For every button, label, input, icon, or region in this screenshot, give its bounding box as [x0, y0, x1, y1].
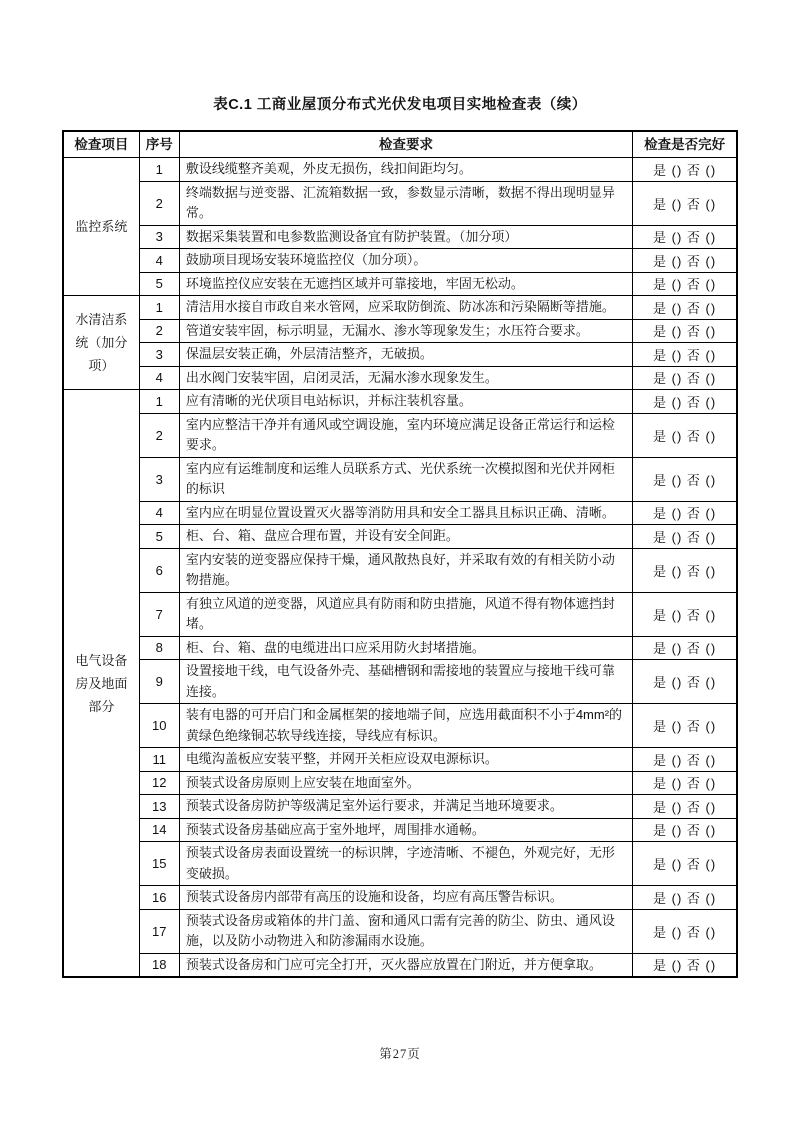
table-row [63, 525, 737, 549]
answer-cell: 是 () 否 () [633, 457, 737, 501]
row-number-cell: 16 [139, 886, 179, 910]
requirement-cell: 设置接地干线，电气设备外壳、基础槽钢和需接地的装置应与接地干线可靠连接。 [179, 660, 632, 704]
table-row [63, 795, 737, 819]
answer-cell: 是 () 否 () [633, 592, 737, 636]
requirement-cell: 环境监控仪应安装在无遮挡区域并可靠接地，牢固无松动。 [179, 272, 632, 296]
requirement-cell: 敷设线缆整齐美观，外皮无损伤，线扣间距均匀。 [179, 158, 632, 182]
requirement-cell: 室内应整洁干净并有通风或空调设施，室内环境应满足设备正常运行和运检要求。 [179, 413, 632, 457]
answer-cell: 是 () 否 () [633, 249, 737, 273]
row-number-cell: 17 [139, 909, 179, 953]
requirement-cell: 电缆沟盖板应安装平整，并网开关柜应设双电源标识。 [179, 748, 632, 772]
table-row [63, 501, 737, 525]
row-number-cell: 5 [139, 272, 179, 296]
requirement-cell: 预装式设备房或箱体的井门盖、窗和通风口需有完善的防尘、防虫、通风设施，以及防小动物进入和防渗漏雨水设施。 [179, 909, 632, 953]
table-row [63, 272, 737, 296]
header-check-status: 检查是否完好 [633, 131, 737, 158]
requirement-cell: 预装式设备房原则上应安装在地面室外。 [179, 771, 632, 795]
answer-cell: 是 () 否 () [633, 272, 737, 296]
row-number-cell: 7 [139, 592, 179, 636]
answer-cell: 是 () 否 () [633, 413, 737, 457]
requirement-cell: 预装式设备房基础应高于室外地坪，周围排水通畅。 [179, 818, 632, 842]
table-row [63, 660, 737, 704]
answer-cell: 是 () 否 () [633, 343, 737, 367]
row-number-cell: 11 [139, 748, 179, 772]
requirement-cell: 预装式设备房表面设置统一的标识牌，字迹清晰、不褪色，外观完好，无形变破损。 [179, 842, 632, 886]
row-number-cell: 2 [139, 413, 179, 457]
requirement-cell: 管道安装牢固，标示明显，无漏水、渗水等现象发生；水压符合要求。 [179, 319, 632, 343]
answer-cell: 是 () 否 () [633, 818, 737, 842]
requirement-cell: 出水阀门安装牢固，启闭灵活，无漏水渗水现象发生。 [179, 366, 632, 390]
answer-cell: 是 () 否 () [633, 501, 737, 525]
row-number-cell: 4 [139, 249, 179, 273]
header-requirement: 检查要求 [179, 131, 632, 158]
row-number-cell: 1 [139, 158, 179, 182]
requirement-cell: 预装式设备房防护等级满足室外运行要求，并满足当地环境要求。 [179, 795, 632, 819]
table-row [63, 296, 737, 320]
table-row [63, 953, 737, 977]
row-number-cell: 1 [139, 390, 179, 414]
answer-cell: 是 () 否 () [633, 842, 737, 886]
row-number-cell: 3 [139, 225, 179, 249]
answer-cell: 是 () 否 () [633, 390, 737, 414]
requirement-cell: 有独立风道的逆变器，风道应具有防雨和防虫措施，风道不得有物体遮挡封堵。 [179, 592, 632, 636]
answer-cell: 是 () 否 () [633, 636, 737, 660]
table-body [63, 158, 737, 978]
requirement-cell: 预装式设备房和门应可完全打开，灭火器应放置在门附近，并方便拿取。 [179, 953, 632, 977]
answer-cell: 是 () 否 () [633, 158, 737, 182]
answer-cell: 是 () 否 () [633, 704, 737, 748]
row-number-cell: 2 [139, 319, 179, 343]
section-label-cell: 水清洁系统（加分项） [63, 296, 139, 390]
answer-cell: 是 () 否 () [633, 319, 737, 343]
answer-cell: 是 () 否 () [633, 886, 737, 910]
requirement-cell: 柜、台、箱、盘的电缆进出口应采用防火封堵措施。 [179, 636, 632, 660]
table-row [63, 413, 737, 457]
row-number-cell: 5 [139, 525, 179, 549]
header-row [63, 131, 737, 158]
table-row [63, 842, 737, 886]
table-row [63, 592, 737, 636]
requirement-cell: 柜、台、箱、盘应合理布置，并设有安全间距。 [179, 525, 632, 549]
row-number-cell: 2 [139, 181, 179, 225]
requirement-cell: 鼓励项目现场安装环境监控仪（加分项）。 [179, 249, 632, 273]
table-row [63, 158, 737, 182]
requirement-cell: 数据采集装置和电参数监测设备宜有防护装置。（加分项） [179, 225, 632, 249]
requirement-cell: 装有电器的可开启门和金属框架的接地端子间，应选用截面积不小于4mm²的黄绿色绝缘铜芯软导线连接，导线应有标识。 [179, 704, 632, 748]
table-row [63, 548, 737, 592]
requirement-cell: 清洁用水接自市政自来水管网，应采取防倒流、防冰冻和污染隔断等措施。 [179, 296, 632, 320]
answer-cell: 是 () 否 () [633, 525, 737, 549]
row-number-cell: 4 [139, 366, 179, 390]
table-row [63, 704, 737, 748]
table-row [63, 636, 737, 660]
row-number-cell: 12 [139, 771, 179, 795]
answer-cell: 是 () 否 () [633, 748, 737, 772]
table-row [63, 390, 737, 414]
table-row [63, 748, 737, 772]
table-row [63, 225, 737, 249]
table-row [63, 886, 737, 910]
row-number-cell: 4 [139, 501, 179, 525]
table-row [63, 771, 737, 795]
answer-cell: 是 () 否 () [633, 953, 737, 977]
row-number-cell: 18 [139, 953, 179, 977]
table-row [63, 909, 737, 953]
answer-cell: 是 () 否 () [633, 296, 737, 320]
answer-cell: 是 () 否 () [633, 548, 737, 592]
table-row [63, 319, 737, 343]
table-title: 表C.1 工商业屋顶分布式光伏发电项目实地检查表（续） [213, 97, 587, 113]
requirement-cell: 保温层安装正确，外层清洁整齐，无破损。 [179, 343, 632, 367]
row-number-cell: 10 [139, 704, 179, 748]
answer-cell: 是 () 否 () [633, 909, 737, 953]
row-number-cell: 1 [139, 296, 179, 320]
requirement-cell: 室内应有运维制度和运维人员联系方式、光伏系统一次模拟图和光伏并网柜的标识 [179, 457, 632, 501]
row-number-cell: 14 [139, 818, 179, 842]
table-row [63, 366, 737, 390]
row-number-cell: 9 [139, 660, 179, 704]
row-number-cell: 13 [139, 795, 179, 819]
answer-cell: 是 () 否 () [633, 660, 737, 704]
answer-cell: 是 () 否 () [633, 181, 737, 225]
answer-cell: 是 () 否 () [633, 225, 737, 249]
table-row [63, 181, 737, 225]
requirement-cell: 终端数据与逆变器、汇流箱数据一致，参数显示清晰，数据不得出现明显异常。 [179, 181, 632, 225]
answer-cell: 是 () 否 () [633, 366, 737, 390]
page-number: 第27页 [379, 1047, 421, 1061]
header-serial-number: 序号 [139, 131, 179, 158]
row-number-cell: 8 [139, 636, 179, 660]
row-number-cell: 3 [139, 343, 179, 367]
requirement-cell: 室内安装的逆变器应保持干燥，通风散热良好，并采取有效的有相关防小动物措施。 [179, 548, 632, 592]
section-label-cell: 监控系统 [63, 158, 139, 296]
table-row [63, 818, 737, 842]
table-row [63, 343, 737, 367]
header-inspection-item: 检查项目 [63, 131, 139, 158]
row-number-cell: 15 [139, 842, 179, 886]
section-label-cell: 电气设备房及地面部分 [63, 390, 139, 978]
inspection-table [62, 130, 738, 978]
requirement-cell: 预装式设备房内部带有高压的设施和设备，均应有高压警告标识。 [179, 886, 632, 910]
table-row [63, 249, 737, 273]
requirement-cell: 室内应在明显位置设置灭火器等消防用具和安全工器具且标识正确、清晰。 [179, 501, 632, 525]
requirement-cell: 应有清晰的光伏项目电站标识，并标注装机容量。 [179, 390, 632, 414]
table-row [63, 457, 737, 501]
answer-cell: 是 () 否 () [633, 795, 737, 819]
row-number-cell: 6 [139, 548, 179, 592]
row-number-cell: 3 [139, 457, 179, 501]
answer-cell: 是 () 否 () [633, 771, 737, 795]
